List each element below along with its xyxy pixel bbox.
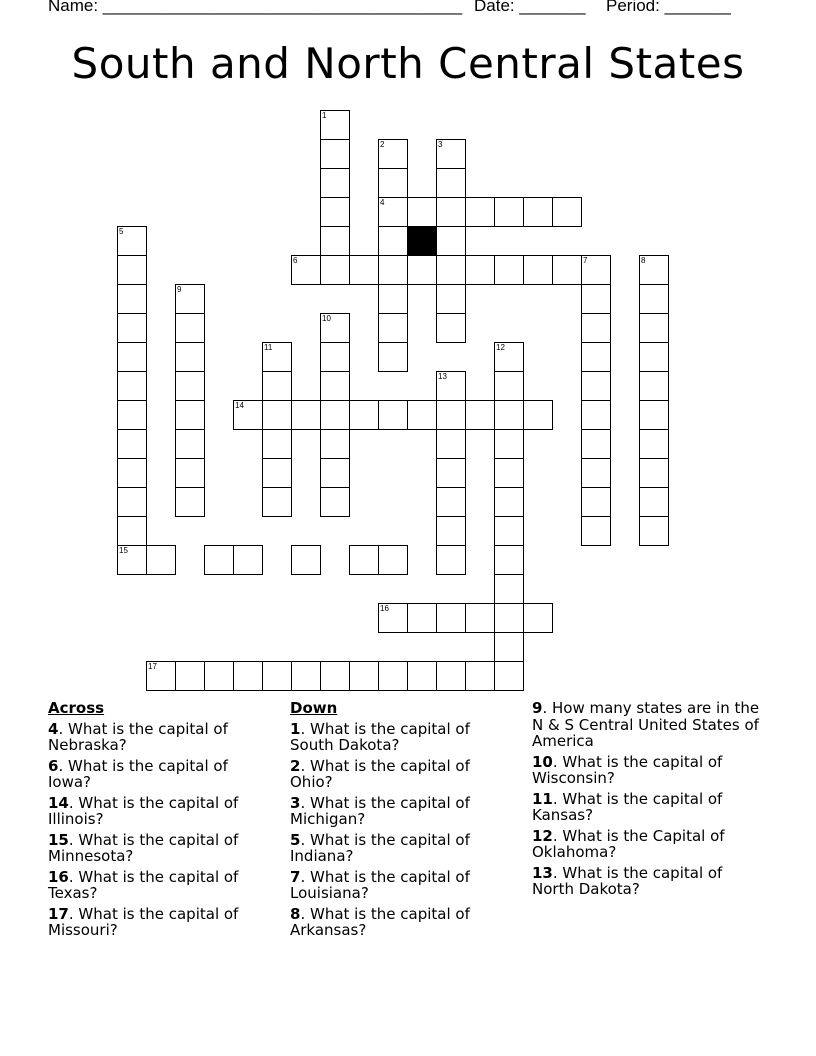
- grid-cell[interactable]: [639, 342, 669, 372]
- across-clues: [48, 700, 273, 943]
- grid-cell[interactable]: [436, 313, 466, 343]
- grid-cell[interactable]: [436, 255, 466, 285]
- grid-cell[interactable]: [117, 284, 147, 314]
- clue-text: What is the capital of Minnesota?: [48, 830, 239, 865]
- grid-cell[interactable]: [262, 429, 292, 459]
- grid-cell[interactable]: [552, 197, 582, 227]
- clue-number: 2: [290, 756, 301, 775]
- grid-cell[interactable]: [175, 371, 205, 401]
- grid-cell[interactable]: [436, 197, 466, 227]
- grid-cell[interactable]: [320, 487, 350, 517]
- grid-cell[interactable]: [581, 342, 611, 372]
- grid-cell[interactable]: [494, 197, 524, 227]
- clue-number: 3: [290, 793, 301, 812]
- grid-cell[interactable]: [494, 487, 524, 517]
- grid-cell[interactable]: [262, 487, 292, 517]
- grid-cell[interactable]: [436, 226, 466, 256]
- grid-cell[interactable]: [378, 197, 408, 227]
- clue-number: 8: [290, 904, 301, 923]
- grid-cell[interactable]: [378, 284, 408, 314]
- clue-number: 1: [290, 719, 301, 738]
- grid-cell[interactable]: [581, 313, 611, 343]
- grid-cell[interactable]: [175, 458, 205, 488]
- grid-cell[interactable]: [581, 371, 611, 401]
- page-title: South and North Central States: [71, 39, 745, 88]
- clue-item: 2. What is the capital of Ohio?: [290, 756, 470, 791]
- grid-cell[interactable]: [639, 458, 669, 488]
- grid-cell[interactable]: [117, 400, 147, 430]
- clue-number: 4: [48, 719, 59, 738]
- grid-cell[interactable]: [436, 603, 466, 633]
- grid-cell[interactable]: [378, 545, 408, 575]
- clue-item: 10. What is the capital of Wisconsin?: [532, 752, 723, 787]
- clue-item: 16. What is the capital of Texas?: [48, 867, 239, 902]
- down-clues-continued: [532, 700, 762, 902]
- clue-number: 17: [48, 904, 69, 923]
- grid-cell[interactable]: [465, 255, 495, 285]
- grid-cell[interactable]: [146, 661, 176, 691]
- grid-cell[interactable]: [436, 284, 466, 314]
- clue-item: 6. What is the capital of Iowa?: [48, 756, 228, 791]
- grid-cell[interactable]: [639, 255, 669, 285]
- across-clue-list: [48, 721, 273, 939]
- clue-number-label: 7: [583, 256, 588, 265]
- grid-cell[interactable]: [436, 400, 466, 430]
- grid-cell[interactable]: [378, 139, 408, 169]
- clue-number: 7: [290, 867, 301, 886]
- period-field: Period: _______: [606, 0, 731, 15]
- clue-text: What is the capital of Michigan?: [290, 793, 470, 828]
- grid-cell[interactable]: [204, 661, 234, 691]
- grid-cell[interactable]: [494, 545, 524, 575]
- grid-cell[interactable]: [175, 313, 205, 343]
- grid-cell[interactable]: [494, 632, 524, 662]
- grid-cell[interactable]: [233, 661, 263, 691]
- clue-item: 5. What is the capital of Indiana?: [290, 830, 470, 865]
- grid-cell[interactable]: [639, 371, 669, 401]
- grid-cell[interactable]: [523, 603, 553, 633]
- clue-number-label: 15: [119, 546, 128, 555]
- grid-cell[interactable]: [378, 400, 408, 430]
- clue-text: What is the capital of Wisconsin?: [532, 752, 723, 787]
- grid-cell[interactable]: [233, 400, 263, 430]
- clue-number-label: 17: [148, 662, 157, 671]
- clue-number-label: 11: [264, 343, 273, 352]
- grid-cell[interactable]: [523, 400, 553, 430]
- clue-item: 17. What is the capital of Missouri?: [48, 904, 239, 939]
- grid-cell[interactable]: [581, 516, 611, 546]
- clue-item: 13. What is the capital of North Dakota?: [532, 863, 723, 898]
- grid-cell[interactable]: [291, 400, 321, 430]
- grid-cell[interactable]: [407, 255, 437, 285]
- grid-cell[interactable]: [320, 661, 350, 691]
- clue-text: What is the capital of Arkansas?: [290, 904, 470, 939]
- grid-cell[interactable]: [581, 429, 611, 459]
- grid-cell[interactable]: [117, 342, 147, 372]
- grid-cell[interactable]: [581, 458, 611, 488]
- grid-cell[interactable]: [581, 400, 611, 430]
- grid-cell[interactable]: [523, 197, 553, 227]
- grid-cell[interactable]: [436, 139, 466, 169]
- clue-text: What is the capital of North Dakota?: [532, 863, 723, 898]
- grid-cell[interactable]: [320, 226, 350, 256]
- grid-cell[interactable]: [523, 255, 553, 285]
- clue-number: 9: [532, 699, 543, 717]
- clue-item: 12. What is the Capital of Oklahoma?: [532, 826, 725, 861]
- grid-cell[interactable]: [465, 197, 495, 227]
- down-clue-list-continued: [532, 700, 762, 898]
- grid-cell[interactable]: [494, 574, 524, 604]
- clue-text: What is the capital of Indiana?: [290, 830, 470, 865]
- grid-cell[interactable]: [320, 342, 350, 372]
- grid-cell[interactable]: [378, 255, 408, 285]
- grid-cell[interactable]: [407, 661, 437, 691]
- grid-cell[interactable]: [262, 458, 292, 488]
- grid-cell[interactable]: [175, 284, 205, 314]
- clue-number-label: 10: [322, 314, 331, 323]
- clue-item: 8. What is the capital of Arkansas?: [290, 904, 470, 939]
- grid-cell[interactable]: [581, 284, 611, 314]
- grid-cell[interactable]: [204, 545, 234, 575]
- grid-cell[interactable]: [349, 661, 379, 691]
- clue-item: 1. What is the capital of South Dakota?: [290, 719, 470, 754]
- grid-cell[interactable]: [378, 313, 408, 343]
- clue-item: 7. What is the capital of Louisiana?: [290, 867, 470, 902]
- across-heading: Across: [48, 699, 105, 717]
- clue-number-label: 3: [438, 140, 443, 149]
- grid-cell[interactable]: [639, 400, 669, 430]
- clue-number: 10: [532, 752, 553, 771]
- date-field: Date: _______: [474, 0, 586, 15]
- clue-number: 12: [532, 826, 553, 845]
- grid-cell[interactable]: [146, 545, 176, 575]
- clue-number: 14: [48, 793, 69, 812]
- clue-number-label: 8: [641, 256, 646, 265]
- grid-cell[interactable]: [378, 168, 408, 198]
- grid-cell[interactable]: [320, 110, 350, 140]
- grid-cell[interactable]: [378, 603, 408, 633]
- grid-cell[interactable]: [378, 661, 408, 691]
- down-clues: [290, 700, 515, 943]
- grid-cell[interactable]: [494, 603, 524, 633]
- grid-cell[interactable]: [117, 371, 147, 401]
- grid-cell[interactable]: [117, 545, 147, 575]
- grid-cell[interactable]: [378, 226, 408, 256]
- grid-cell[interactable]: [262, 371, 292, 401]
- clue-number-label: 9: [177, 285, 182, 294]
- clue-item: 3. What is the capital of Michigan?: [290, 793, 470, 828]
- clue-text: What is the capital of Louisiana?: [290, 867, 470, 902]
- grid-cell[interactable]: [117, 255, 147, 285]
- down-heading: Down: [290, 699, 338, 717]
- clue-text: What is the Capital of Oklahoma?: [532, 826, 725, 861]
- grid-cell[interactable]: [349, 255, 379, 285]
- clue-item: 4. What is the capital of Nebraska?: [48, 719, 228, 754]
- grid-cell[interactable]: [494, 661, 524, 691]
- grid-cell[interactable]: [117, 458, 147, 488]
- grid-cell[interactable]: [436, 168, 466, 198]
- clue-number: 13: [532, 863, 553, 882]
- grid-cell[interactable]: [494, 400, 524, 430]
- grid-cell[interactable]: [436, 429, 466, 459]
- grid-cell[interactable]: [465, 661, 495, 691]
- clue-text: What is the capital of Missouri?: [48, 904, 239, 939]
- grid-cell[interactable]: [320, 458, 350, 488]
- grid-cell[interactable]: [494, 255, 524, 285]
- grid-cell[interactable]: [407, 603, 437, 633]
- grid-cell[interactable]: [262, 661, 292, 691]
- grid-cell[interactable]: [581, 487, 611, 517]
- grid-block: [407, 226, 437, 256]
- grid-cell[interactable]: [117, 516, 147, 546]
- clue-number-label: 4: [380, 198, 385, 207]
- clue-text: What is the capital of Texas?: [48, 867, 239, 902]
- grid-cell[interactable]: [320, 313, 350, 343]
- grid-cell[interactable]: [494, 458, 524, 488]
- grid-cell[interactable]: [494, 516, 524, 546]
- grid-cell[interactable]: [436, 458, 466, 488]
- grid-cell[interactable]: [175, 429, 205, 459]
- grid-cell[interactable]: [639, 516, 669, 546]
- clue-text: What is the capital of Kansas?: [532, 789, 723, 824]
- clue-text: What is the capital of Iowa?: [48, 756, 228, 791]
- clue-number: 11: [532, 789, 553, 808]
- grid-cell[interactable]: [465, 603, 495, 633]
- grid-cell[interactable]: [349, 400, 379, 430]
- clue-number-label: 14: [235, 401, 244, 410]
- grid-cell[interactable]: [291, 255, 321, 285]
- grid-cell[interactable]: [494, 342, 524, 372]
- grid-cell[interactable]: [378, 342, 408, 372]
- clue-text: What is the capital of Nebraska?: [48, 719, 228, 754]
- clue-item: 14. What is the capital of Illinois?: [48, 793, 239, 828]
- grid-cell[interactable]: [175, 400, 205, 430]
- grid-cell[interactable]: [320, 168, 350, 198]
- clue-text: What is the capital of South Dakota?: [290, 719, 470, 754]
- clue-number-label: 1: [322, 111, 327, 120]
- grid-cell[interactable]: [320, 197, 350, 227]
- grid-cell[interactable]: [639, 284, 669, 314]
- grid-cell[interactable]: [175, 661, 205, 691]
- grid-cell[interactable]: [436, 661, 466, 691]
- grid-cell[interactable]: [291, 661, 321, 691]
- grid-cell[interactable]: [552, 255, 582, 285]
- grid-cell[interactable]: [349, 545, 379, 575]
- grid-cell[interactable]: [494, 371, 524, 401]
- grid-cell[interactable]: [117, 429, 147, 459]
- clue-text: What is the capital of Illinois?: [48, 793, 239, 828]
- clue-item: 15. What is the capital of Minnesota?: [48, 830, 239, 865]
- grid-cell[interactable]: [117, 313, 147, 343]
- grid-cell[interactable]: [436, 516, 466, 546]
- grid-cell[interactable]: [320, 371, 350, 401]
- grid-cell[interactable]: [639, 487, 669, 517]
- grid-cell[interactable]: [175, 342, 205, 372]
- clue-number-label: 12: [496, 343, 505, 352]
- clue-number: 15: [48, 830, 69, 849]
- grid-cell[interactable]: [262, 400, 292, 430]
- grid-cell[interactable]: [436, 487, 466, 517]
- clue-number-label: 16: [380, 604, 389, 613]
- grid-cell[interactable]: [407, 197, 437, 227]
- clue-number-label: 5: [119, 227, 124, 236]
- grid-cell[interactable]: [639, 429, 669, 459]
- clue-number: 6: [48, 756, 59, 775]
- grid-cell[interactable]: [320, 255, 350, 285]
- name-field: Name: ______________________________________: [48, 0, 463, 15]
- grid-cell[interactable]: [320, 139, 350, 169]
- down-clue-list: [290, 721, 515, 939]
- grid-cell[interactable]: [639, 313, 669, 343]
- grid-cell[interactable]: [175, 487, 205, 517]
- clue-number-label: 2: [380, 140, 385, 149]
- grid-cell[interactable]: [407, 400, 437, 430]
- grid-cell[interactable]: [436, 371, 466, 401]
- grid-cell[interactable]: [436, 545, 466, 575]
- grid-cell[interactable]: [320, 400, 350, 430]
- grid-cell[interactable]: [320, 429, 350, 459]
- grid-cell[interactable]: [494, 429, 524, 459]
- grid-cell[interactable]: [291, 545, 321, 575]
- grid-cell[interactable]: [465, 400, 495, 430]
- clue-text: How many states are in the N & S Central United States of America: [532, 699, 760, 750]
- clue-text: What is the capital of Ohio?: [290, 756, 470, 791]
- clue-item: 11. What is the capital of Kansas?: [532, 789, 723, 824]
- grid-cell[interactable]: [117, 487, 147, 517]
- clue-number-label: 13: [438, 372, 447, 381]
- grid-cell[interactable]: [117, 226, 147, 256]
- clue-number: 5: [290, 830, 301, 849]
- grid-cell[interactable]: [233, 545, 263, 575]
- grid-cell[interactable]: [262, 342, 292, 372]
- clue-number-label: 6: [293, 256, 298, 265]
- clue-item: 9. How many states are in the N & S Central United States of America: [532, 699, 760, 750]
- clue-number: 16: [48, 867, 69, 886]
- grid-cell[interactable]: [581, 255, 611, 285]
